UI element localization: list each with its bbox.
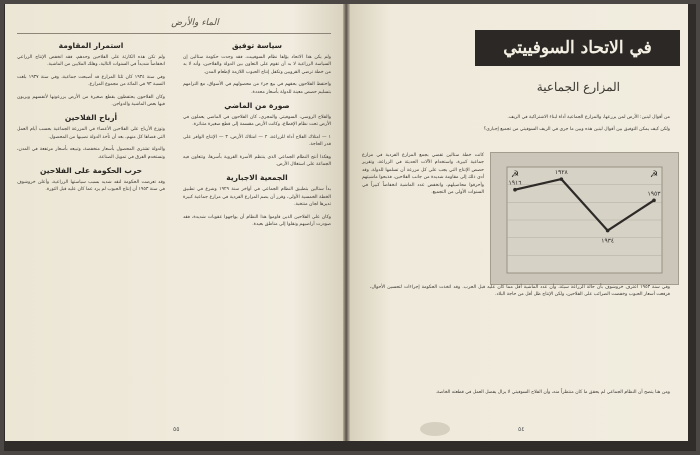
section-banner: في الاتحاد السوفييتي (475, 30, 680, 66)
emblem-right: ☭ (650, 170, 659, 180)
body-paragraph: والفلاح الروسي، السوفيتي والمجري، كان الفلاحون في الماضي يعملون في الأرض تحت نظام الإقطاع، وكانت الأرض مقسمة إلى قطع صغيرة متناثرة. (183, 115, 331, 128)
end-paragraph: ومن هنا يتضح أن النظام الجماعي لم يحقق ما كان منتظراً منه، وأن الفلاح السوفيتي لا يزال يفضل العمل في قطعته الخاصة. (435, 390, 670, 395)
article-title: المزارع الجماعية (536, 80, 620, 94)
bottom-text (370, 284, 670, 304)
left-page (5, 4, 343, 441)
left-page-left-column (17, 38, 165, 438)
body-paragraph: بدأ ستالين بتطبيق النظام الجماعي في أواخر سنة ١٩٢٩ وشرع في تطبيق الخطة الخمسية الأولى، وقرر أن يضم المزارع الفردية في مزارع جماعية كبيرة تديرها لجان منتخبة. (183, 187, 331, 208)
data-point (606, 229, 610, 233)
section-heading: سياسة توفيق (231, 41, 283, 50)
body-paragraph: ولم يكن هذا الاتحاد يؤلفا نظام السوفييت، فقد وجدت حكومة ستالين إن السياسة الزراعية لا بد أن تقوم على التعاون بين الدولة والفلاحين، وأنه لا بد من خطة ترضي القرويين وتكفل إنتاج الحبوب اللازمة لإطعام المدن. (183, 55, 331, 75)
page-number: ٥٥ (173, 426, 180, 433)
body-paragraph: واحتفظ الفلاحون بحقهم في بيع جزء من محصولهم في الأسواق، مع التزامهم بتسليم حصص معينة للدولة بأسعار محددة. (183, 82, 331, 95)
data-label: ١٩٣٤ (601, 237, 615, 245)
body-paragraph: وكان الفلاحون يحتفظون بقطع صغيرة من الأرض يزرعونها لأنفسهم ويربون فيها بعض الماشية والدواجن. (17, 94, 165, 108)
section-heading: استمرار المقاومة (58, 41, 124, 50)
page-stain (420, 422, 450, 436)
data-point (513, 188, 517, 192)
intro-paragraph: من أقوال لينين: الأرض لمن يزرعها، والمزارع الجماعية أداة لبناء الاشتراكية في الريف. (507, 115, 670, 120)
right-page (350, 4, 688, 441)
body-paragraph: ١ — امتلاك الفلاح أداة للزراعة، ٢ — امتلاك الأرض، ٣ — الإنتاج الوافر على قدر الحاجة. (183, 134, 331, 148)
bottom-paragraph: وفي سنة ١٩٥٣ اعترف خروشوف بأن حالة الزراعة سيئة، وأن عدد الماشية أقل مما كان عليه قبل الحرب. وقد اتخذت الحكومة إجراءات لتحسين الأحوال، فرفعت أسعار الحبوب وخفضت الضرائب على الفلاحين، ولكن الإنتاج ظل أقل من حاجة البلاد. (370, 285, 670, 298)
body-paragraph: وفي سنة ١٩٣٤ كان ثلثا المزارع قد أصبحت جماعية، وفي سنة ١٩٣٧ بلغت النسبة ٩٣ في المائة من مجموع المزارع. (17, 74, 165, 88)
body-paragraph: والدولة تشتري المحصول بأسعار منخفضة، وتبيعه بأسعار مرتفعة في المدن، وتستخدم الفرق في تمويل الصناعة. (17, 147, 165, 160)
data-point (652, 199, 656, 203)
book-gutter (343, 4, 350, 441)
section-heading: أرباح الفلاحين (64, 113, 118, 123)
running-head: الماء والأرض (171, 18, 219, 28)
body-paragraph: وهكذا أنتج النظام الجماعي الذي ينتظم الأسرة القروية بأسرها، وتتعاون فيه الجماعة على استغلال الأرض. (183, 154, 331, 168)
left-page-right-column (183, 38, 331, 438)
side-text (362, 152, 484, 201)
body-paragraph: وقد تعرضت الحكومة لنقد شديد بسبب سياستها الزراعية، وأعلن خروشوف في سنة ١٩٥٣ أن إنتاج الحبوب لم يزد عما كان عليه قبل الثورة. (17, 180, 165, 193)
data-label: ١٩٥٣ (647, 190, 661, 198)
section-heading: الجمعية الاجبارية (226, 173, 288, 183)
page-number: ٥٤ (518, 426, 525, 433)
header-divider (17, 33, 331, 34)
intro-paragraph-2: ولكن كيف يمكن التوفيق بين أقوال لينين هذه وبين ما جرى في الريف السوفيتي من تجميع إجباري؟ (483, 127, 670, 133)
livestock-chart (490, 152, 679, 285)
section-heading: حرب الحكومة على الفلاحين (40, 166, 142, 176)
body-paragraph: وتوزع الأرباح على الفلاحين الأعضاء في المزرعة الجماعية بحسب أيام العمل التي قضاها كل منهم، بعد أن تأخذ الدولة نصيبها من المحصول. (17, 127, 165, 140)
body-paragraph: وكان على الفلاحين الذين قاوموا هذا النظام أن يواجهوا عقوبات شديدة، فقد صودرت أراضيهم ونقلوا إلى مناطق بعيدة. (183, 214, 331, 228)
emblem-left: ☭ (511, 170, 520, 180)
side-paragraph: كانت خطة ستالين تقضي بجمع المزارع الفردية في مزارع جماعية كبيرة، واستخدام الآلات الحديثة في الزراعة، وتقرير حصص الإنتاج التي يجب على كل مزرعة أن تسلمها للدولة. وقد أدى ذلك إلى مقاومة شديدة من جانب الفلاحين، فذبحوا ماشيتهم وأحرقوا محاصيلهم، وانخفض عدد الماشية انخفاضاً كبيراً في السنوات الأولى من التجميع. (362, 153, 484, 196)
intro-text (370, 114, 670, 139)
data-label: ١٩١٦ (508, 179, 522, 187)
section-heading: صورة من الماضي (224, 101, 290, 111)
body-paragraph: ولم تكن هذه الكارثة على الفلاحين وحدهم، فقد انخفض الإنتاج الزراعي انخفاضاً شديداً في السنوات التالية، وهلك الملايين من الماشية. (17, 55, 165, 68)
chart-canvas (491, 153, 678, 284)
data-label: ١٩٢٨ (554, 169, 568, 177)
data-point (560, 177, 564, 181)
end-text (370, 389, 670, 401)
